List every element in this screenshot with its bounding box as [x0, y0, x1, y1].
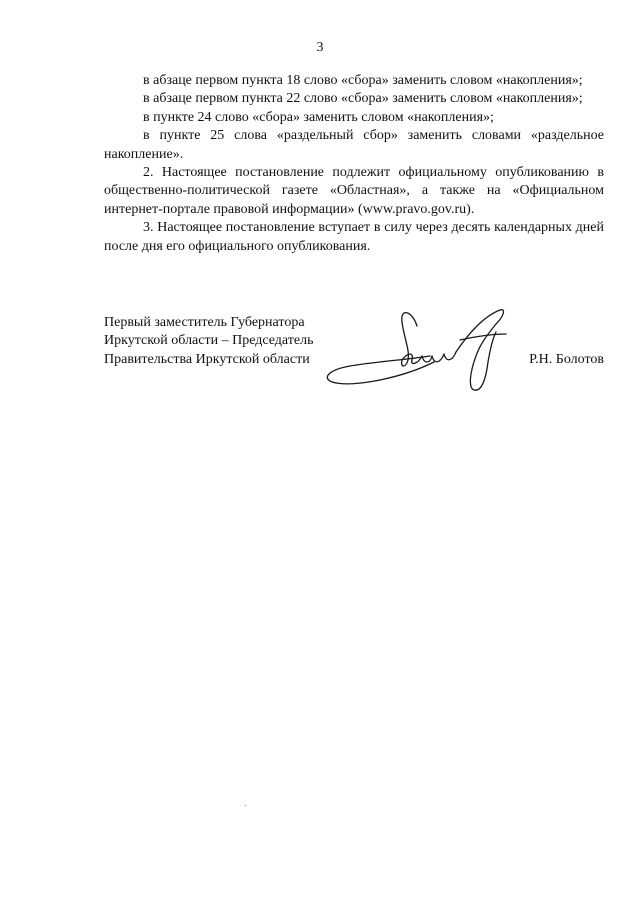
page-number: 3 — [316, 40, 324, 55]
paragraph-publication: 2. Настоящее постановление подлежит официальному опубликованию в общественно-политической газете «Областная», а также на «Официальном интернет-портале правовой информации» (www.pravo.gov.ru). — [104, 165, 604, 217]
document-body — [104, 72, 604, 256]
paragraph-item-22: в абзаце первом пункта 22 слово «сбора» заменить словом «накопления»; — [143, 91, 583, 107]
signatory-name: Р.Н. Болотов — [529, 351, 604, 367]
signatory-title-line: Правительства Иркутской области — [104, 351, 310, 367]
paragraph-item-24: в пункте 24 слово «сбора» заменить словом «накопления»; — [143, 109, 494, 125]
handwritten-signature — [292, 304, 542, 404]
paragraph-entry-into-force: 3. Настоящее постановление вступает в силу через десять календарных дней после дня его официального опубликования. — [104, 220, 604, 254]
signatory-title-line: Первый заместитель Губернатора — [104, 315, 305, 330]
paragraph-item-25: в пункте 25 слова «раздельный сбор» заменить словами «раздельное накопление». — [104, 128, 604, 162]
signatory-title-line: Иркутской области – Председатель — [104, 333, 314, 349]
signature-block — [104, 314, 604, 404]
scan-speck — [245, 805, 246, 806]
signatory-title — [104, 314, 313, 369]
paragraph-item-18: в абзаце первом пункта 18 слово «сбора» заменить словом «накопления»; — [143, 73, 583, 88]
